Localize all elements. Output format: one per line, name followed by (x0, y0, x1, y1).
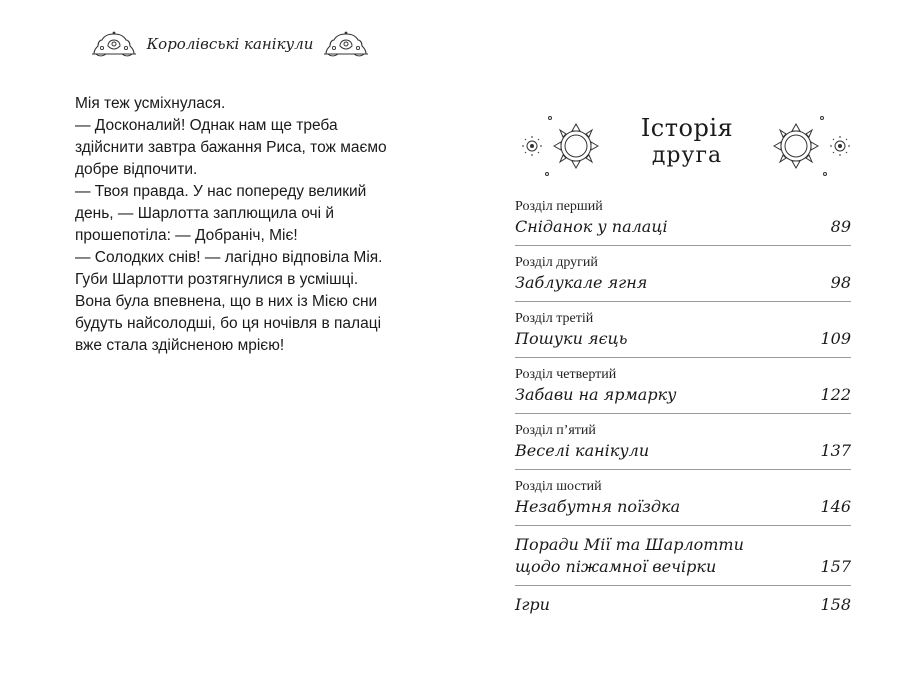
toc-divider (515, 469, 851, 470)
toc-entry[interactable] (515, 254, 851, 294)
page-number: 158 (820, 595, 851, 614)
page-number: 157 (820, 557, 851, 576)
chapter-title (515, 534, 744, 578)
chapter-label: Розділ четвертий (515, 367, 617, 382)
paragraph: Губи Шарлотти розтягнулися в усмішці. Вона була впевнена, що в них із Мією сни будуть найсолодші, бо ця ночівля в палаці вже стала здійсненою мрією! (75, 271, 382, 354)
chapter-title: Веселі канікули (515, 441, 650, 460)
chapter-title: Пошуки яєць (515, 329, 628, 348)
chapter-title: Заблукале ягня (515, 273, 648, 292)
chapter-label: Розділ шостий (515, 479, 602, 494)
paragraph: — Твоя правда. У нас попереду великий день, — Шарлотта заплющила очі й прошепотіла: — Добраніч, Міє! (75, 183, 367, 244)
running-head (95, 24, 365, 64)
table-of-contents (515, 198, 851, 616)
toc-entry[interactable] (515, 422, 851, 462)
chapter-title: Сніданок у палаці (515, 217, 668, 236)
paragraph: Мія теж усміхнулася. (75, 95, 226, 112)
left-page-text (75, 93, 392, 357)
toc-divider (515, 245, 851, 246)
chapter-label: Розділ п’ятий (515, 423, 596, 438)
toc-divider (515, 585, 851, 586)
page-number: 146 (820, 497, 851, 516)
chapter-label: Розділ третій (515, 311, 594, 326)
chapter-title: Забави на ярмарку (515, 385, 677, 404)
page-number: 137 (820, 441, 851, 460)
toc-divider (515, 413, 851, 414)
toc-entry[interactable] (515, 594, 851, 616)
paragraph: — Солодких снів! — лагідно відповіла Мія. (75, 249, 383, 266)
page-number: 109 (820, 329, 851, 348)
page-number: 89 (830, 217, 851, 236)
toc-entry[interactable] (515, 310, 851, 350)
toc-entry[interactable] (515, 534, 851, 578)
chapter-label: Розділ другий (515, 255, 598, 270)
chapter-label: Розділ перший (515, 199, 603, 214)
page-number: 122 (820, 385, 851, 404)
toc-entry[interactable] (515, 478, 851, 518)
chapter-title-line: Поради Мії та Шарлотти (515, 535, 744, 554)
toc-entry[interactable] (515, 366, 851, 406)
section-title-line2: друга (651, 143, 723, 168)
sun-ornament-icon (514, 110, 610, 182)
running-head-title: Королівські канікули (146, 35, 314, 53)
chapter-title: Незабутня поїздка (515, 497, 681, 516)
toc-entry[interactable] (515, 198, 851, 238)
paragraph: — Досконалий! Однак нам ще треба здійснити завтра бажання Риса, тож маємо добре відпочити. (75, 117, 387, 178)
chapter-title: Ігри (515, 595, 550, 614)
crown-icon (320, 30, 372, 58)
chapter-title-line: щодо піжамної вечірки (515, 557, 717, 576)
section-title-line1: Історія (640, 114, 734, 142)
sun-ornament-icon (762, 110, 858, 182)
toc-divider (515, 525, 851, 526)
crown-icon (88, 30, 140, 58)
toc-divider (515, 357, 851, 358)
page-number: 98 (830, 273, 851, 292)
section-title (622, 114, 752, 170)
toc-divider (515, 301, 851, 302)
